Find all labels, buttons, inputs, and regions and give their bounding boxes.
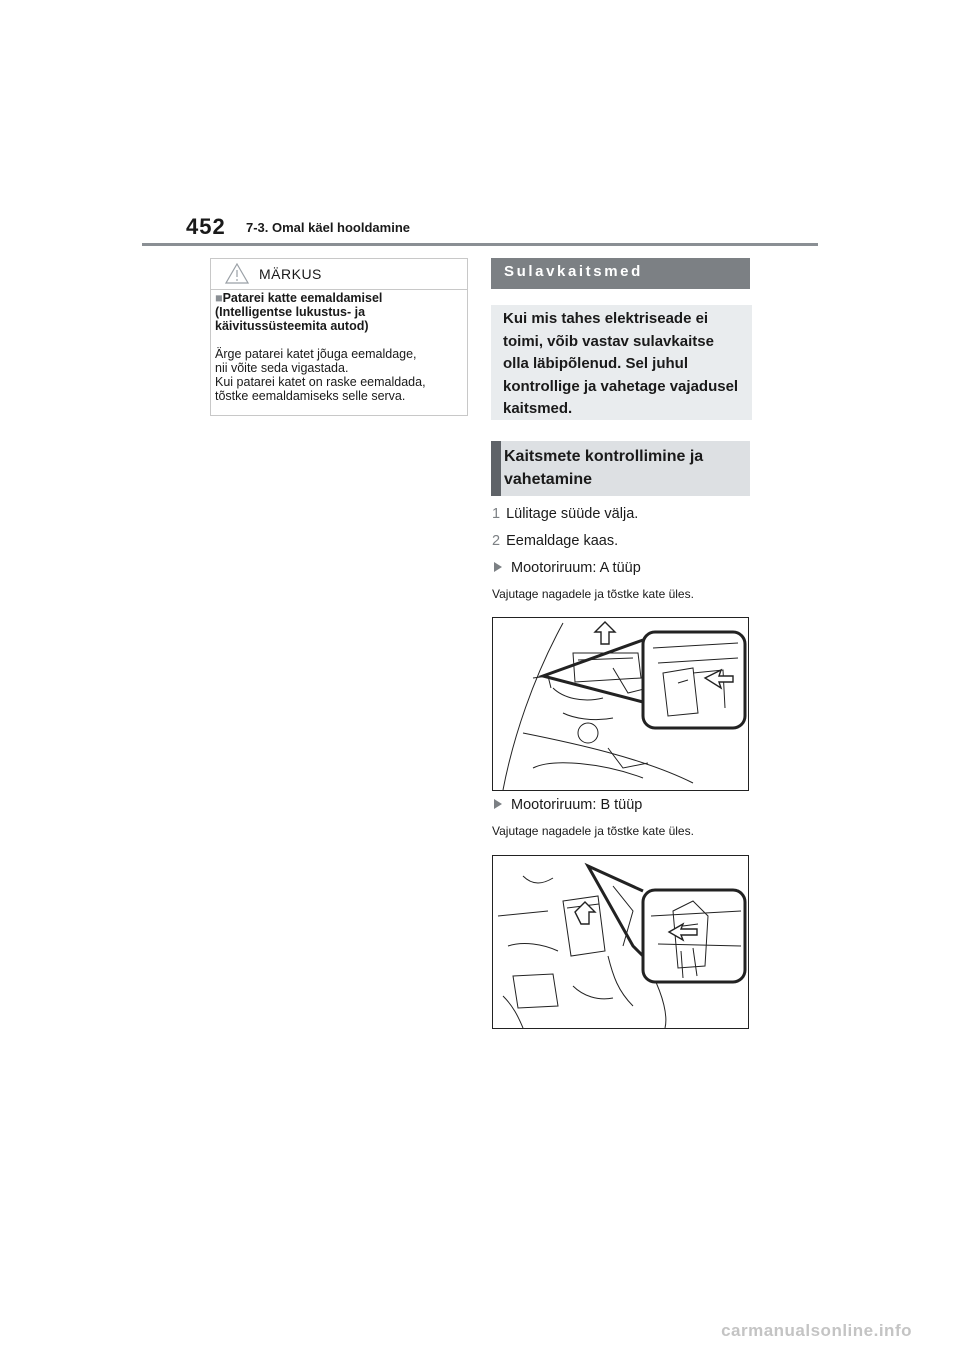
- page-number: 452: [186, 214, 226, 239]
- section-title: Sulavkaitsmed: [504, 263, 643, 280]
- notice-subheading: ■Patarei katte eemaldamisel (Intelligentse lukustus- ja käivitussüsteemita autod): [215, 291, 383, 333]
- step-2: 2 Eemaldage kaas.: [492, 533, 619, 549]
- section-title-bar: [491, 258, 750, 289]
- engine-bay-a-illustration: [492, 617, 749, 791]
- engine-bay-b-illustration: [492, 855, 749, 1029]
- triangle-bullet-icon: [494, 799, 502, 809]
- triangle-bullet-icon: [494, 562, 502, 572]
- notice-body: [215, 347, 465, 403]
- square-bullet-icon: ■: [215, 291, 223, 305]
- type-a-label: Mootoriruum: A tüüp: [494, 560, 641, 576]
- step-1: 1 Lülitage süüde välja.: [492, 506, 639, 522]
- engine-bay-a-drawing: [493, 618, 748, 790]
- notice-line: Ärge patarei katet jõuga eemaldage,: [215, 347, 417, 361]
- detail-callout: [643, 890, 745, 982]
- type-b-label: Mootoriruum: B tüüp: [494, 797, 642, 813]
- notice-box: [210, 258, 468, 416]
- type-a-instruction: Vajutage nagadele ja tõstke kate üles.: [492, 587, 694, 601]
- engine-bay-b-drawing: [493, 856, 748, 1028]
- warning-icon: [225, 263, 249, 284]
- notice-title: MÄRKUS: [259, 266, 322, 282]
- intro-text: Kui mis tahes elektriseade ei toimi, võib vastav sulavkaitse olla läbipõlenud. Sel juhul kontrollige ja vahetage vajadusel kaitsmed.: [503, 310, 739, 417]
- callout-pointer: [588, 866, 643, 956]
- watermark: carmanualsonline.info: [721, 1321, 912, 1340]
- section-header: 7-3. Omal käel hooldamine: [246, 220, 410, 235]
- subheading-bar: [491, 441, 750, 496]
- intro-box: [491, 305, 752, 420]
- notice-line: Kui patarei katet on raske eemaldada,: [215, 375, 426, 389]
- notice-header: [211, 259, 467, 290]
- header-rule: [142, 243, 818, 246]
- notice-line: nii võite seda vigastada.: [215, 361, 349, 375]
- notice-line: tõstke eemaldamiseks selle serva.: [215, 389, 406, 403]
- subheading-accent: [491, 441, 501, 496]
- type-b-instruction: Vajutage nagadele ja tõstke kate üles.: [492, 824, 694, 838]
- up-arrow-icon: [595, 622, 615, 644]
- subheading-text: Kaitsmete kontrollimine ja vahetamine: [504, 448, 704, 488]
